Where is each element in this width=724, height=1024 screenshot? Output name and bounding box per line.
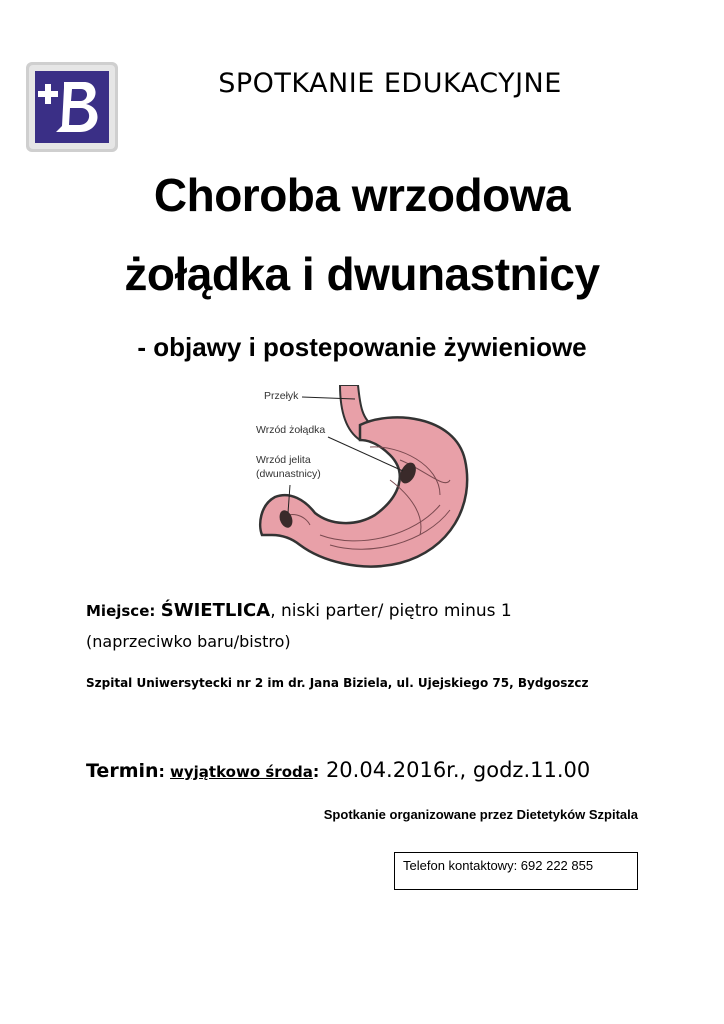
term-date: 20.04.2016r., godz.11.00: [319, 758, 591, 782]
organizers-note: Spotkanie organizowane przez Dietetyków Szpitala: [323, 807, 638, 822]
place-note: (naprzeciwko baru/bistro): [86, 632, 291, 651]
stomach-diagram: [250, 385, 480, 575]
place-label: Miejsce:: [86, 602, 156, 620]
address: Szpital Uniwersytecki nr 2 im dr. Jana Biziela, ul. Ujejskiego 75, Bydgoszcz: [86, 676, 589, 690]
stomach-illustration: [250, 385, 480, 575]
label-duodenal-ulcer-1: Wrzód jelita: [256, 454, 311, 466]
place-line: [86, 600, 512, 621]
logo-b-icon: [26, 62, 118, 152]
term-line: [86, 758, 590, 782]
hospital-logo: [26, 62, 118, 152]
contact-box: [394, 852, 638, 890]
contact-phone: Telefon kontaktowy: 692 222 855: [403, 858, 594, 873]
place-detail: , niski parter/ piętro minus 1: [270, 601, 512, 621]
page-title-line-1: Choroba wrzodowa: [153, 169, 571, 221]
term-special-note: wyjątkowo środa: [170, 763, 313, 781]
page-title-line-2: żołądka i dwunastnicy: [124, 248, 600, 300]
page-subtitle: - objawy i postepowanie żywieniowe: [137, 332, 587, 362]
term-colon: :: [158, 762, 165, 781]
label-duodenal-ulcer-2: (dwunastnicy): [256, 468, 321, 480]
place-name: ŚWIETLICA: [160, 600, 271, 621]
label-stomach-ulcer: Wrzód żołądka: [256, 424, 326, 436]
term-label: Termin: [86, 760, 159, 782]
event-type-heading: SPOTKANIE EDUKACYJNE: [218, 68, 562, 99]
label-esophagus: Przełyk: [264, 390, 299, 402]
term-colon-2: :: [312, 762, 320, 781]
